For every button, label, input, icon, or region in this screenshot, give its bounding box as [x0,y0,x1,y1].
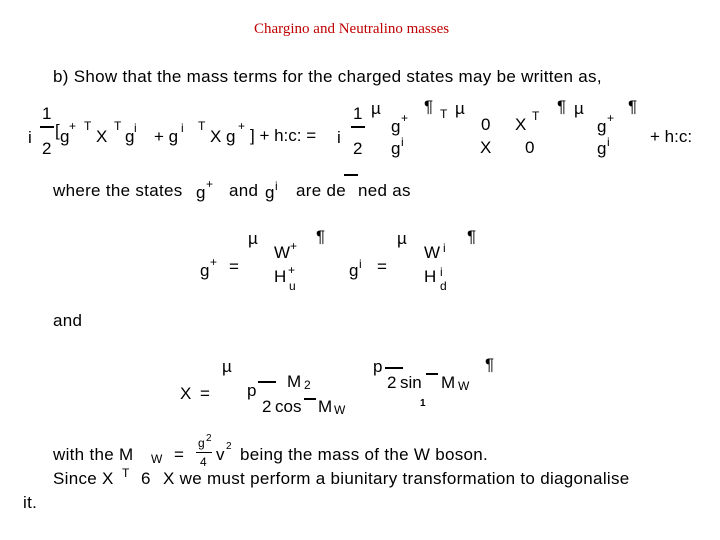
eq1-half-den: 2 [42,139,52,158]
def-gminus-H-sup: i [440,265,443,279]
xdef-beta-bar [304,398,316,400]
eq1-vec-g-top: g [391,117,401,136]
where-g-minus-sup: i [275,179,278,193]
eq1-i2: i [337,128,341,147]
xdef-eq: = [200,384,210,403]
xdef-M2: M [287,372,302,391]
eq1-T3: T [198,119,206,133]
eq1-lbracket: [ [55,121,60,140]
eq1-half2-den: 2 [353,139,363,158]
eq1-vec-g-bot: g [391,139,401,158]
def-gminus-sup: i [359,257,362,271]
with-g2-exp: 2 [206,433,212,444]
xdef-MW2: M [441,373,456,392]
eq1-vec2-g-top-sup: + [607,111,615,125]
eq1-X1: X [96,127,108,146]
since-text: Since X [53,469,114,488]
eq1-T1: T [84,119,92,133]
eq1-g2: g [125,127,135,146]
eq1-m21: X [480,138,492,157]
since-T: T [122,466,130,480]
xdef-tick: 1 [420,398,426,409]
where-are-defined: are de [296,181,347,200]
with-v-exp: 2 [226,441,232,452]
eq1-half-bar [40,126,54,128]
def-gminus-para: ¶ [467,227,477,246]
eq1-mu1: µ [371,99,381,118]
since-neq: 6 [141,469,151,488]
with-MW-sub: W [151,452,163,466]
xdef-sqrt2-bar [385,367,403,369]
where-g-plus-sup: + [206,177,214,191]
and-text: and [53,311,83,330]
def-gplus-para: ¶ [316,227,326,246]
where-g-minus: g [265,183,275,202]
with-eq: = [174,445,184,464]
xdef-sin: sin [400,373,422,392]
def-gminus-H: H [424,267,437,286]
eq1-vec-g-bot-sup: i [401,135,404,149]
eq1-mu3: µ [574,99,584,118]
with-v: v [216,445,225,464]
xdef-two-sin: 2 [387,373,397,392]
where-and: and [229,181,259,200]
eq1-X2-g4: X g [210,127,236,146]
eq1-vec2-g-bot-sup: i [607,135,610,149]
with-g2-den: 4 [200,455,207,469]
xdef-MW2-sub: W [458,379,470,393]
eq1-T4: T [440,107,448,121]
eq1-m12: X [515,115,527,134]
def-gplus-H-sub: u [289,279,296,293]
def-gplus-H: H [274,267,287,286]
def-gplus-eq: = [229,257,239,276]
xdef-mu: µ [222,357,232,376]
eq1-half2-bar [351,126,365,128]
eq1-para3: ¶ [628,97,638,116]
fi-ligature-bar [344,174,358,176]
xdef-cos: cos [275,397,302,416]
it-text: it. [23,493,38,512]
eq1-i: i [28,128,32,147]
eq1-g2-sup: i [134,121,137,135]
slide-title: Chargino and Neutralino masses [254,21,450,37]
eq1-half-num: 1 [42,104,52,123]
xdef-two-cos: 2 [262,397,272,416]
xdef-X: X [180,384,192,403]
eq1-g3-sup: i [181,121,184,135]
eq1-m11: 0 [481,115,491,134]
xdef-MW-sub: W [334,403,346,417]
xdef-p: p [247,381,257,400]
def-gplus-W-sup: + [290,239,298,253]
eq1-para1: ¶ [424,97,434,116]
where-ned-as: ned as [358,181,411,200]
eq1-g1-sup: + [69,119,77,133]
eq1-g1: g [60,127,70,146]
with-frac-bar [196,452,212,453]
def-gminus: g [349,261,359,280]
def-gplus-H-sup: + [288,263,296,277]
with-g2-num: g [198,436,205,450]
xdef-beta2-bar [426,373,438,375]
eq1-vec2-g-bot: g [597,139,607,158]
def-gplus-sup: + [210,255,218,269]
xdef-MW: M [318,397,333,416]
def-gminus-mu: µ [397,229,407,248]
def-gminus-W-sup: i [443,241,446,255]
being-text: being the mass of the W boson. [240,445,489,464]
intro-text: b) Show that the mass terms for the charged states may be written as, [53,67,602,86]
eq1-g4-sup: + [238,119,246,133]
eq1-mu2: µ [455,99,465,118]
def-gplus-mu: µ [248,229,258,248]
eq1-T2: T [114,119,122,133]
def-gplus: g [200,261,210,280]
eq1-vec2-g-top: g [597,117,607,136]
xdef-M2-sub: 2 [304,378,311,392]
def-gminus-eq: = [377,257,387,276]
with-text: with the M [53,445,134,464]
where-text: where the states [53,181,183,200]
eq1-m12-T: T [532,109,540,123]
where-g-plus: g [196,183,206,202]
eq1-rbracket-hc: ] + h:c: = [250,126,317,145]
def-gplus-W: W [274,243,291,262]
xdef-p2: p [373,357,383,376]
def-gminus-H-sub: d [440,279,447,293]
we-must-text: X we must perform a biunitary transformation to diagonalise [163,469,630,488]
eq1-vec-g-top-sup: + [401,111,409,125]
eq1-m22: 0 [525,138,535,157]
eq1-plus-g3: + g [154,127,179,146]
def-gminus-W: W [424,243,441,262]
xdef-sqrt-bar [258,381,276,383]
xdef-para: ¶ [485,355,495,374]
eq1-half2-num: 1 [353,104,363,123]
eq1-para2: ¶ [557,97,567,116]
eq1-hc: + h:c: [650,127,693,146]
